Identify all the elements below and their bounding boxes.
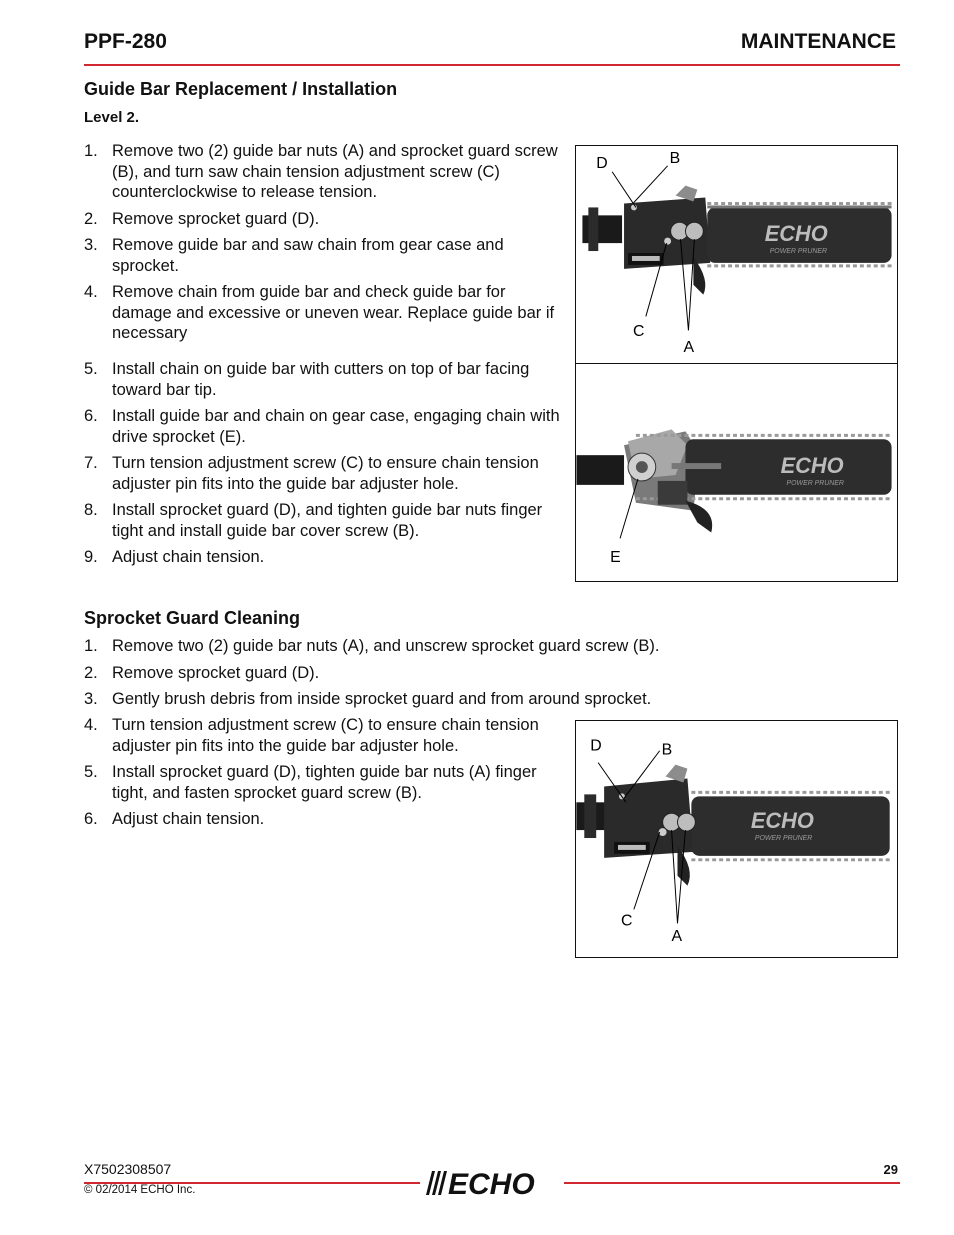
guide-bar-steps-install xyxy=(84,359,564,574)
header-rule xyxy=(84,64,900,66)
footer-rule-right xyxy=(564,1182,900,1184)
echo-logo-icon xyxy=(420,1165,564,1201)
step-number: 6. xyxy=(84,407,98,425)
step-text: Install chain on guide bar with cutters on top of bar facing toward bar tip. xyxy=(112,360,530,399)
step-text: Remove sprocket guard (D). xyxy=(112,209,320,228)
step-item xyxy=(84,282,564,344)
figure-guard-installed xyxy=(575,145,898,364)
bar-sub-text-2: POWER PRUNER xyxy=(786,479,844,487)
step-text: Install guide bar and chain on gear case, engaging chain with drive sprocket (E). xyxy=(112,407,560,446)
model-title: PPF-280 xyxy=(84,30,167,53)
level-label: Level 2. xyxy=(84,109,140,126)
bar-brand-text-1: ECHO xyxy=(764,221,828,247)
copyright-notice: © 02/2014 ECHO Inc. xyxy=(84,1184,196,1196)
step-text: Install sprocket guard (D), tighten guide bar nuts (A) finger tight, and fasten sprocket guard screw (B). xyxy=(112,763,537,802)
sprocket-steps-bottom xyxy=(84,715,556,836)
step-number: 2. xyxy=(84,663,98,682)
logo-wordmark: ECHO xyxy=(448,1168,535,1201)
step-number: 4. xyxy=(84,283,98,301)
step-number: 5. xyxy=(84,360,98,378)
echo-logo-drawing xyxy=(420,1165,564,1201)
step-text: Install sprocket guard (D), and tighten guide bar nuts finger tight and install guide bar cover screw (B). xyxy=(112,501,543,540)
fig1-label-d: D xyxy=(596,154,608,172)
step-item xyxy=(84,209,564,230)
step-item xyxy=(84,636,884,657)
step-text: Remove sprocket guard (D). xyxy=(112,663,320,682)
figure-sprocket-guard-drawing xyxy=(576,721,897,957)
sprocket-heading: Sprocket Guard Cleaning xyxy=(84,608,301,628)
bar-brand-text-2: ECHO xyxy=(780,452,844,478)
step-item xyxy=(84,359,564,400)
step-number: 9. xyxy=(84,548,98,566)
step-text: Turn tension adjustment screw (C) to ensure chain tension adjuster pin fits into the guide bar adjuster hole. xyxy=(112,454,539,493)
step-text: Remove two (2) guide bar nuts (A) and sprocket guard screw (B), and turn saw chain tension adjustment screw (C) counterclockwise to release tension. xyxy=(112,142,558,201)
step-text: Remove chain from guide bar and check guide bar for damage and excessive or uneven wear. Replace guide bar if necessary xyxy=(112,283,555,342)
step-number: 1. xyxy=(84,142,98,160)
figure-guard-removed xyxy=(575,363,898,582)
guide-bar-heading: Guide Bar Replacement / Installation xyxy=(84,79,398,99)
sprocket-steps-top xyxy=(84,636,884,716)
step-text: Adjust chain tension. xyxy=(112,548,265,566)
fig1-label-b: B xyxy=(669,149,681,167)
fig3-label-c: C xyxy=(620,912,633,930)
step-number: 6. xyxy=(84,810,98,828)
step-text: Remove two (2) guide bar nuts (A), and unscrew sprocket guard screw (B). xyxy=(112,637,660,655)
fig3-label-d: D xyxy=(590,737,602,755)
fig2-label-e: E xyxy=(610,549,621,567)
step-item xyxy=(84,453,564,494)
step-item xyxy=(84,762,556,803)
step-number: 5. xyxy=(84,763,98,781)
step-number: 3. xyxy=(84,690,98,708)
fig1-label-c: C xyxy=(632,323,645,341)
figure-guard-removed-drawing xyxy=(576,364,897,581)
step-number: 4. xyxy=(84,716,98,734)
step-number: 2. xyxy=(84,209,98,228)
step-item xyxy=(84,689,884,710)
step-item xyxy=(84,547,564,568)
step-item xyxy=(84,663,884,684)
fig3-label-a: A xyxy=(671,928,683,946)
step-number: 8. xyxy=(84,501,98,519)
fig1-label-a: A xyxy=(683,339,695,357)
step-text: Adjust chain tension. xyxy=(112,810,265,828)
step-number: 3. xyxy=(84,236,98,254)
guide-bar-steps-removal xyxy=(84,141,564,350)
step-number: 7. xyxy=(84,454,98,472)
step-item xyxy=(84,235,564,276)
step-text: Remove guide bar and saw chain from gear case and sprocket. xyxy=(112,236,504,275)
bar-brand-text-3: ECHO xyxy=(750,808,814,834)
step-text: Turn tension adjustment screw (C) to ensure chain tension adjuster pin fits into the guide bar adjuster hole. xyxy=(112,716,539,755)
step-text: Gently brush debris from inside sprocket guard and from around sprocket. xyxy=(112,690,652,708)
figure-guard-installed-drawing xyxy=(576,146,897,363)
step-item xyxy=(84,715,556,756)
bar-sub-text-1: POWER PRUNER xyxy=(769,248,828,256)
step-item xyxy=(84,406,564,447)
document-number: X7502308507 xyxy=(84,1161,172,1177)
step-item xyxy=(84,500,564,541)
bar-sub-text-3: POWER PRUNER xyxy=(754,834,813,842)
step-number: 1. xyxy=(84,637,98,655)
fig3-label-b: B xyxy=(661,741,673,759)
step-item xyxy=(84,141,564,203)
page-number: 29 xyxy=(883,1162,898,1177)
figure-sprocket-guard xyxy=(575,720,898,958)
section-title: MAINTENANCE xyxy=(740,30,896,53)
step-item xyxy=(84,809,556,830)
footer-rule-left xyxy=(84,1182,420,1184)
